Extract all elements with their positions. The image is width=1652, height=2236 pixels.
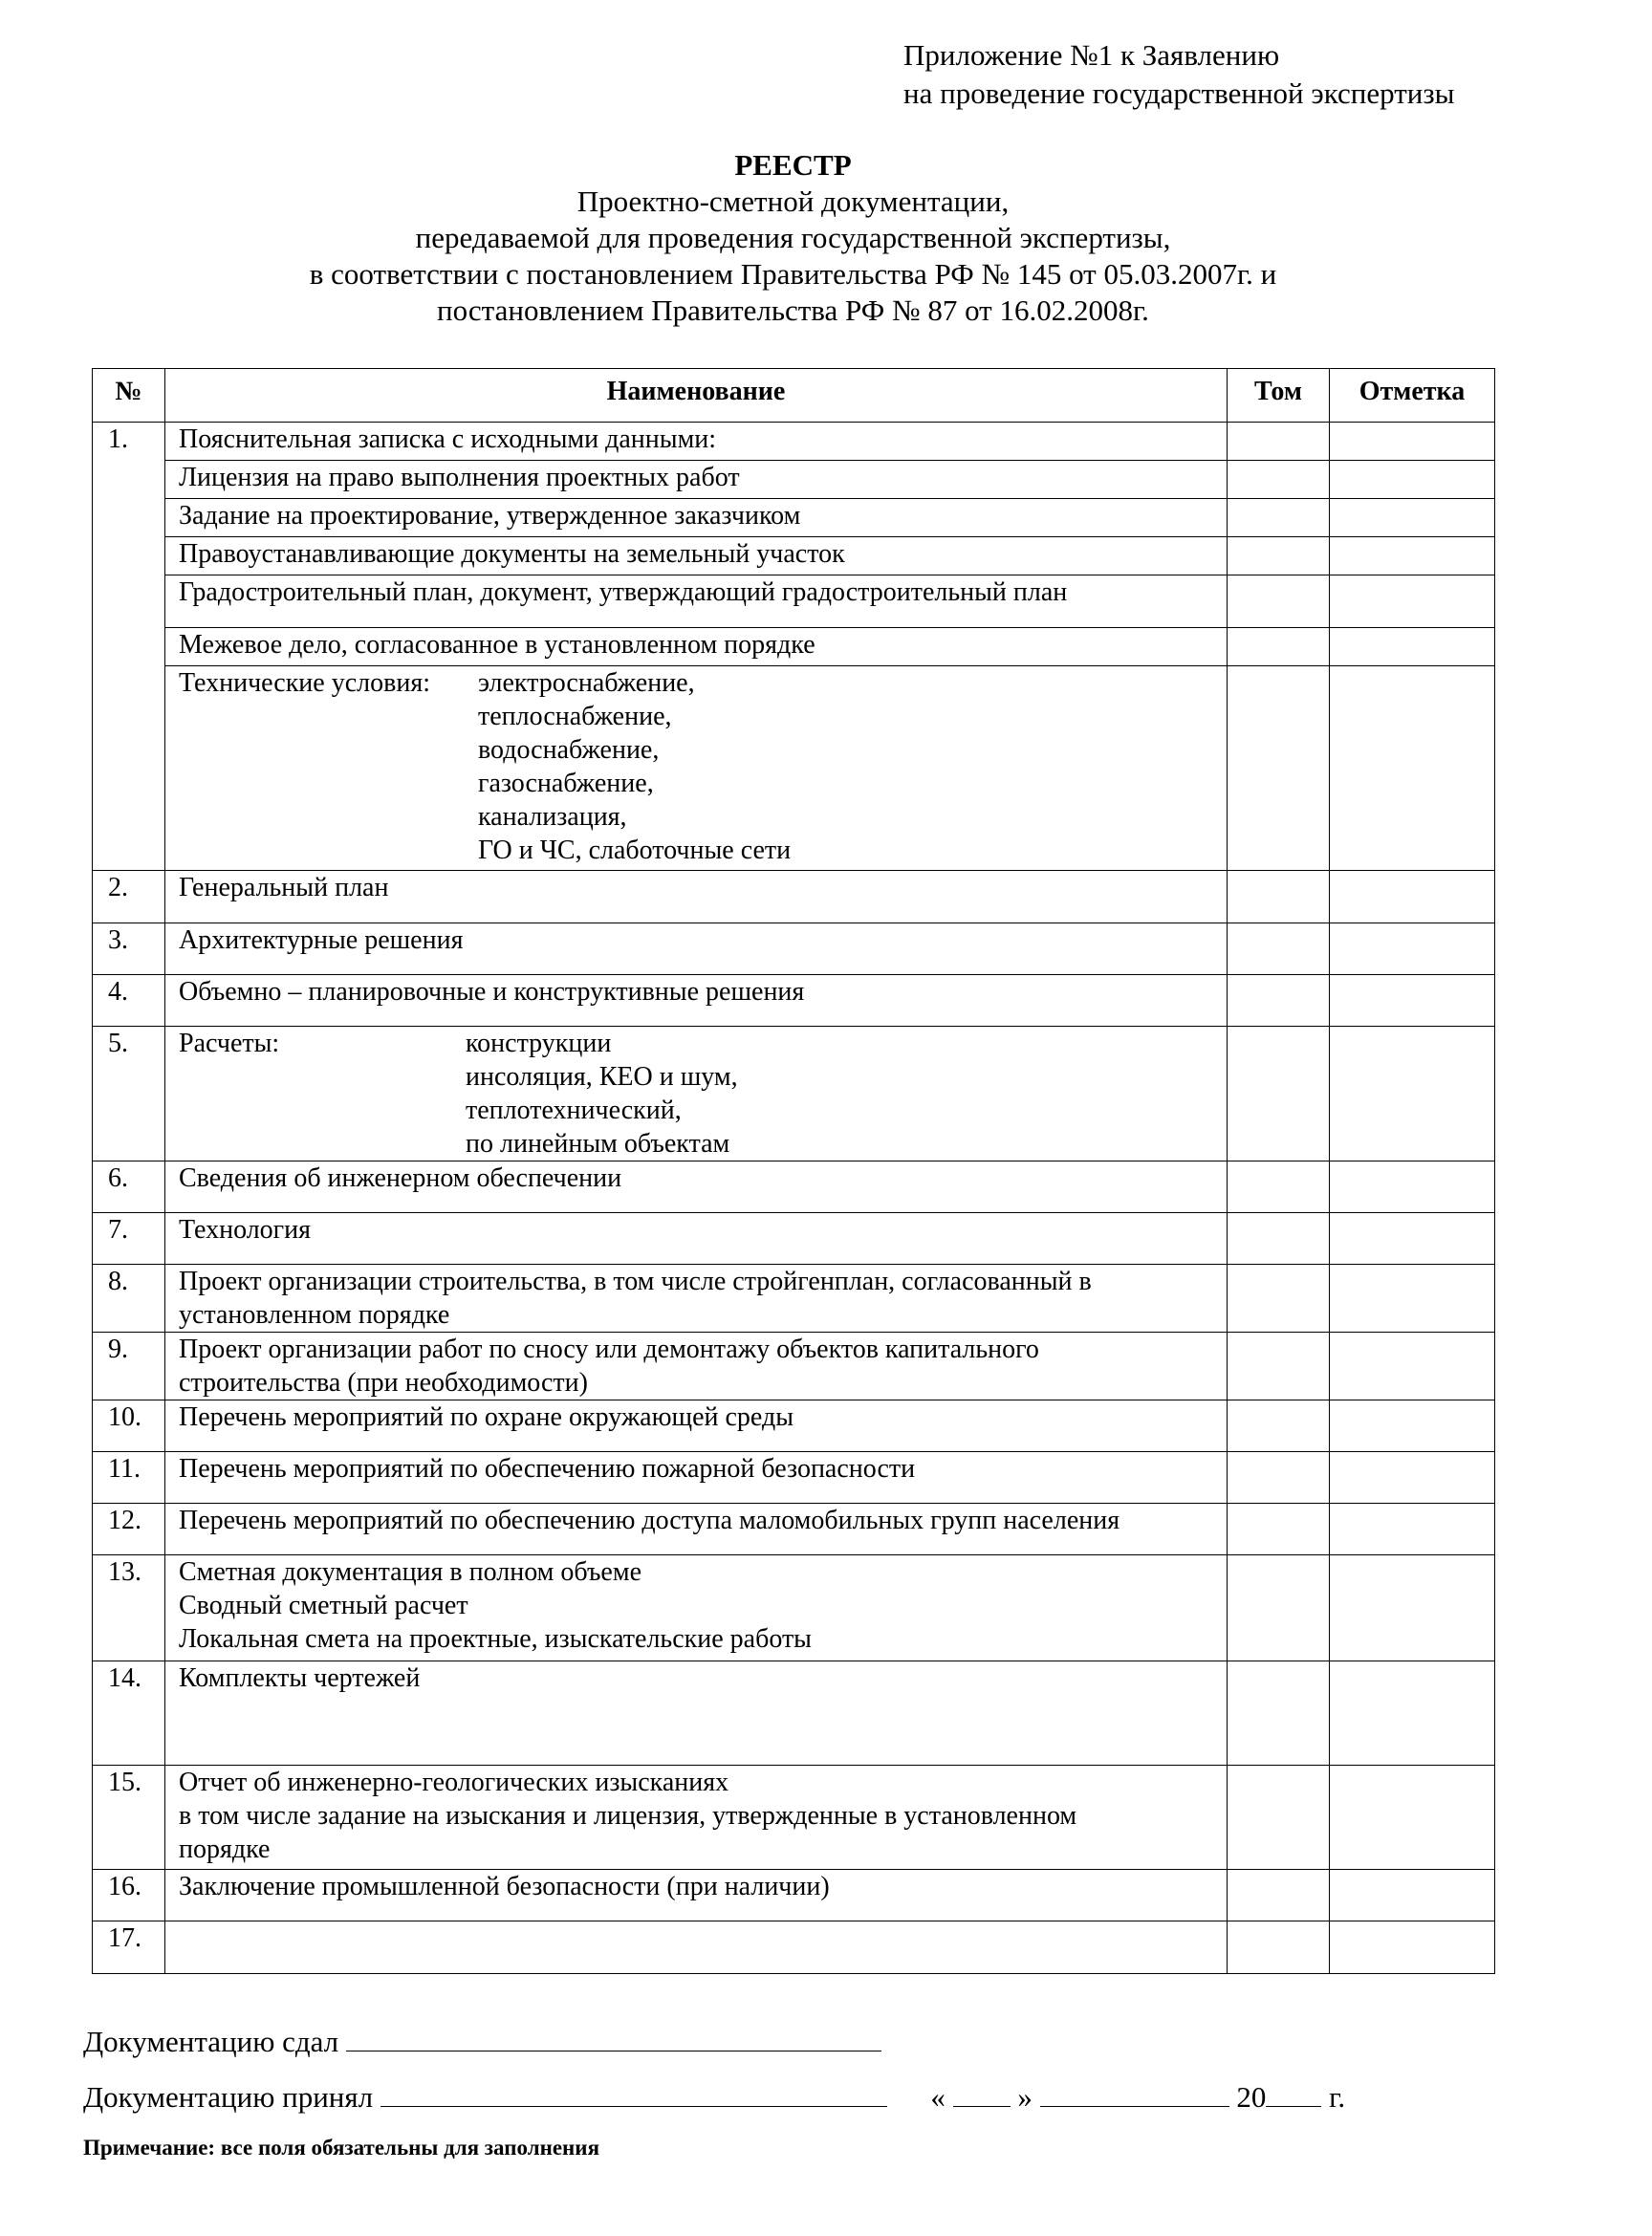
annex-line-2: на проведение государственной экспертизы xyxy=(903,76,1455,110)
row-name xyxy=(165,871,1228,923)
row-name: Правоустанавливающие документы на земельный участок xyxy=(165,537,1228,575)
row-name-line: установленном порядке xyxy=(179,1300,450,1330)
row-name-line: Объемно – планировочные и конструктивные решения xyxy=(179,977,805,1007)
row-tom[interactable] xyxy=(1228,499,1330,537)
calc-items xyxy=(466,1027,738,1161)
row-tom[interactable] xyxy=(1228,666,1330,871)
row-name-line: в том числе задание на изыскания и лицензия, утвержденные в установленном xyxy=(179,1801,1077,1831)
row-name xyxy=(165,1555,1228,1661)
row-name xyxy=(165,923,1228,975)
title-line-1: Проектно-сметной документации, xyxy=(576,185,1010,218)
row-mark[interactable] xyxy=(1330,499,1495,537)
row-tom[interactable] xyxy=(1228,1213,1330,1265)
row-name xyxy=(165,1161,1228,1213)
calc-item: теплотехнический, xyxy=(466,1096,682,1125)
row-mark[interactable] xyxy=(1330,871,1495,923)
calc-list xyxy=(179,1027,1227,1161)
table-row xyxy=(93,499,1495,537)
row-name xyxy=(165,1870,1228,1921)
row-name xyxy=(165,1504,1228,1555)
header-tom: Том xyxy=(1228,369,1330,423)
row-number: 12. xyxy=(93,1504,165,1555)
row-number: 6. xyxy=(93,1161,165,1213)
row-name-line: Перечень мероприятий по охране окружающей среды xyxy=(179,1402,794,1432)
row-name xyxy=(165,1766,1228,1870)
title-main: РЕЕСТР xyxy=(734,148,852,182)
table-row xyxy=(93,628,1495,666)
row-name-line: Заключение промышленной безопасности (при наличии) xyxy=(179,1872,830,1901)
row-mark[interactable] xyxy=(1330,1504,1495,1555)
row-name-line: Технология xyxy=(179,1215,312,1245)
row-number: 4. xyxy=(93,975,165,1027)
header-name: Наименование xyxy=(165,369,1228,423)
row-name-line: Архитектурные решения xyxy=(179,925,464,955)
row-name xyxy=(165,1333,1228,1400)
table-row xyxy=(93,975,1495,1027)
row-mark[interactable] xyxy=(1330,975,1495,1027)
row-number: 16. xyxy=(93,1870,165,1921)
row-mark[interactable] xyxy=(1330,423,1495,461)
tech-item: канализация, xyxy=(478,802,627,832)
row-mark[interactable] xyxy=(1330,1555,1495,1661)
row-tom[interactable] xyxy=(1228,1161,1330,1213)
row-number: 10. xyxy=(93,1400,165,1452)
row-name-line: строительства (при необходимости) xyxy=(179,1368,588,1398)
tech-item: теплоснабжение, xyxy=(478,702,672,731)
table-row xyxy=(93,1400,1495,1452)
tech-items xyxy=(478,666,791,867)
table-row xyxy=(93,423,1495,461)
row-number: 15. xyxy=(93,1766,165,1870)
row-number: 2. xyxy=(93,871,165,923)
row-name-line: Перечень мероприятий по обеспечению пожарной безопасности xyxy=(179,1454,916,1484)
row-tom[interactable] xyxy=(1228,575,1330,628)
tech-label: Технические условия: xyxy=(179,668,430,698)
tech-item: водоснабжение, xyxy=(478,735,660,765)
table-row xyxy=(93,666,1495,871)
header-mark: Отметка xyxy=(1330,369,1495,423)
row-name-line: Проект организации работ по сносу или демонтажу объектов капитального xyxy=(179,1335,1039,1364)
annex-line-1: Приложение №1 к Заявлению xyxy=(903,38,1280,72)
header-num: № xyxy=(93,369,165,423)
row-tom[interactable] xyxy=(1228,1333,1330,1400)
table-row xyxy=(93,1027,1495,1161)
table-row xyxy=(93,1452,1495,1504)
row-number: 13. xyxy=(93,1555,165,1661)
row-number: 11. xyxy=(93,1452,165,1504)
annex-heading xyxy=(903,36,1454,113)
row-name: Задание на проектирование, утвержденное заказчиком xyxy=(165,499,1228,537)
table-header-row xyxy=(93,369,1495,423)
row-tom[interactable] xyxy=(1228,923,1330,975)
row-mark[interactable] xyxy=(1330,1333,1495,1400)
date-quote-close: » xyxy=(1017,2080,1032,2114)
row-tom[interactable] xyxy=(1228,1027,1330,1161)
table-row xyxy=(93,871,1495,923)
row-name-line: Перечень мероприятий по обеспечению доступа маломобильных групп населения xyxy=(179,1506,1120,1535)
registry-table xyxy=(92,368,1495,1974)
handed-input-line[interactable] xyxy=(346,2022,881,2051)
row-mark[interactable] xyxy=(1330,1452,1495,1504)
row-tom[interactable] xyxy=(1228,423,1330,461)
table-row xyxy=(93,1504,1495,1555)
row-mark[interactable] xyxy=(1330,1027,1495,1161)
table-row xyxy=(93,461,1495,499)
table-row xyxy=(93,1870,1495,1921)
row-name: Лицензия на право выполнения проектных работ xyxy=(165,461,1228,499)
row-number: 14. xyxy=(93,1661,165,1766)
row-tom[interactable] xyxy=(1228,461,1330,499)
row-name-line: Сводный сметный расчет xyxy=(179,1591,468,1620)
title-line-2: передаваемой для проведения государственной экспертизы, xyxy=(415,221,1171,254)
row-tom[interactable] xyxy=(1228,1452,1330,1504)
row-tom[interactable] xyxy=(1228,1661,1330,1766)
row-name-line: Сведения об инженерном обеспечении xyxy=(179,1163,622,1193)
row-number: 3. xyxy=(93,923,165,975)
calc-label: Расчеты: xyxy=(179,1029,280,1058)
date-quote-open: « xyxy=(930,2080,946,2114)
row-tom[interactable] xyxy=(1228,628,1330,666)
note-text: Примечание: все поля обязательны для заполнения xyxy=(83,2136,600,2160)
row-tom[interactable] xyxy=(1228,1921,1330,1974)
row-name xyxy=(165,666,1228,871)
row-name: Пояснительная записка с исходными данными: xyxy=(165,423,1228,461)
title-line-4: постановлением Правительства РФ № 87 от 16.02.2008г. xyxy=(437,293,1149,327)
date-year-line[interactable] xyxy=(1266,2077,1321,2107)
row-number: 9. xyxy=(93,1333,165,1400)
row-mark[interactable] xyxy=(1330,1400,1495,1452)
tech-item: газоснабжение, xyxy=(478,769,654,798)
row-name: Межевое дело, согласованное в установленном порядке xyxy=(165,628,1228,666)
tech-item: электроснабжение, xyxy=(478,668,695,698)
row-number: 8. xyxy=(93,1265,165,1333)
row-mark[interactable] xyxy=(1330,1661,1495,1766)
row-mark[interactable] xyxy=(1330,1870,1495,1921)
row-name-line: Генеральный план xyxy=(179,873,389,902)
table-row xyxy=(93,1555,1495,1661)
row-tom[interactable] xyxy=(1228,1504,1330,1555)
received-label: Документацию принял xyxy=(83,2080,374,2114)
row-mark[interactable] xyxy=(1330,1265,1495,1333)
handed-label: Документацию сдал xyxy=(83,2025,339,2058)
row-name xyxy=(165,1452,1228,1504)
document-title xyxy=(0,147,1586,329)
table-row xyxy=(93,1661,1495,1766)
row-name xyxy=(165,1027,1228,1161)
row-mark[interactable] xyxy=(1330,537,1495,575)
row-name-line: Отчет об инженерно-геологических изысканиях xyxy=(179,1768,729,1797)
row-name-line: Сметная документация в полном объеме xyxy=(179,1557,641,1587)
row-number: 5. xyxy=(93,1027,165,1161)
row-name xyxy=(165,1921,1228,1974)
row-number: 1. xyxy=(93,423,165,871)
row-number: 7. xyxy=(93,1213,165,1265)
row-name xyxy=(165,975,1228,1027)
table-row xyxy=(93,1213,1495,1265)
row-mark[interactable] xyxy=(1330,666,1495,871)
row-tom[interactable] xyxy=(1228,1400,1330,1452)
tech-item: ГО и ЧС, слаботочные сети xyxy=(478,836,792,865)
table-row xyxy=(93,1766,1495,1870)
handed-signature-line xyxy=(83,2022,881,2059)
row-name-line: Проект организации строительства, в том числе стройгенплан, согласованный в xyxy=(179,1267,1092,1296)
row-mark[interactable] xyxy=(1330,923,1495,975)
row-mark[interactable] xyxy=(1330,1213,1495,1265)
title-line-3: в соответствии с постановлением Правительства РФ № 145 от 05.03.2007г. и xyxy=(309,257,1277,291)
row-name xyxy=(165,1265,1228,1333)
row-tom[interactable] xyxy=(1228,1870,1330,1921)
date-month-line[interactable] xyxy=(1040,2077,1229,2107)
date-year-suffix: г. xyxy=(1329,2080,1346,2114)
table-row xyxy=(93,1333,1495,1400)
date-day-line[interactable] xyxy=(953,2077,1011,2107)
row-name-line: порядке xyxy=(179,1834,271,1864)
table-row xyxy=(93,537,1495,575)
row-name xyxy=(165,1661,1228,1766)
row-tom[interactable] xyxy=(1228,975,1330,1027)
row-mark[interactable] xyxy=(1330,1161,1495,1213)
row-tom[interactable] xyxy=(1228,1555,1330,1661)
table-row xyxy=(93,575,1495,628)
received-signature-line xyxy=(83,2077,1345,2115)
row-tom[interactable] xyxy=(1228,1265,1330,1333)
row-tom[interactable] xyxy=(1228,1766,1330,1870)
row-mark[interactable] xyxy=(1330,628,1495,666)
table-row xyxy=(93,923,1495,975)
calc-item: по линейным объектам xyxy=(466,1129,730,1159)
row-number: 17. xyxy=(93,1921,165,1974)
table-row xyxy=(93,1265,1495,1333)
row-tom[interactable] xyxy=(1228,871,1330,923)
row-tom[interactable] xyxy=(1228,537,1330,575)
row-name: Градостроительный план, документ, утверждающий градостроительный план xyxy=(165,575,1228,628)
date-year-prefix: 20 xyxy=(1236,2080,1267,2114)
row-name xyxy=(165,1213,1228,1265)
calc-item: конструкции xyxy=(466,1029,612,1058)
received-input-line[interactable] xyxy=(380,2077,887,2107)
table-row xyxy=(93,1921,1495,1974)
row-mark[interactable] xyxy=(1330,575,1495,628)
row-mark[interactable] xyxy=(1330,1766,1495,1870)
row-mark[interactable] xyxy=(1330,1921,1495,1974)
tech-conditions xyxy=(179,666,1227,867)
row-name-line: Комплекты чертежей xyxy=(179,1663,421,1693)
row-mark[interactable] xyxy=(1330,461,1495,499)
row-name xyxy=(165,1400,1228,1452)
calc-item: инсоляция, КЕО и шум, xyxy=(466,1062,738,1092)
table-row xyxy=(93,1161,1495,1213)
row-name-line: Локальная смета на проектные, изыскательские работы xyxy=(179,1624,812,1654)
